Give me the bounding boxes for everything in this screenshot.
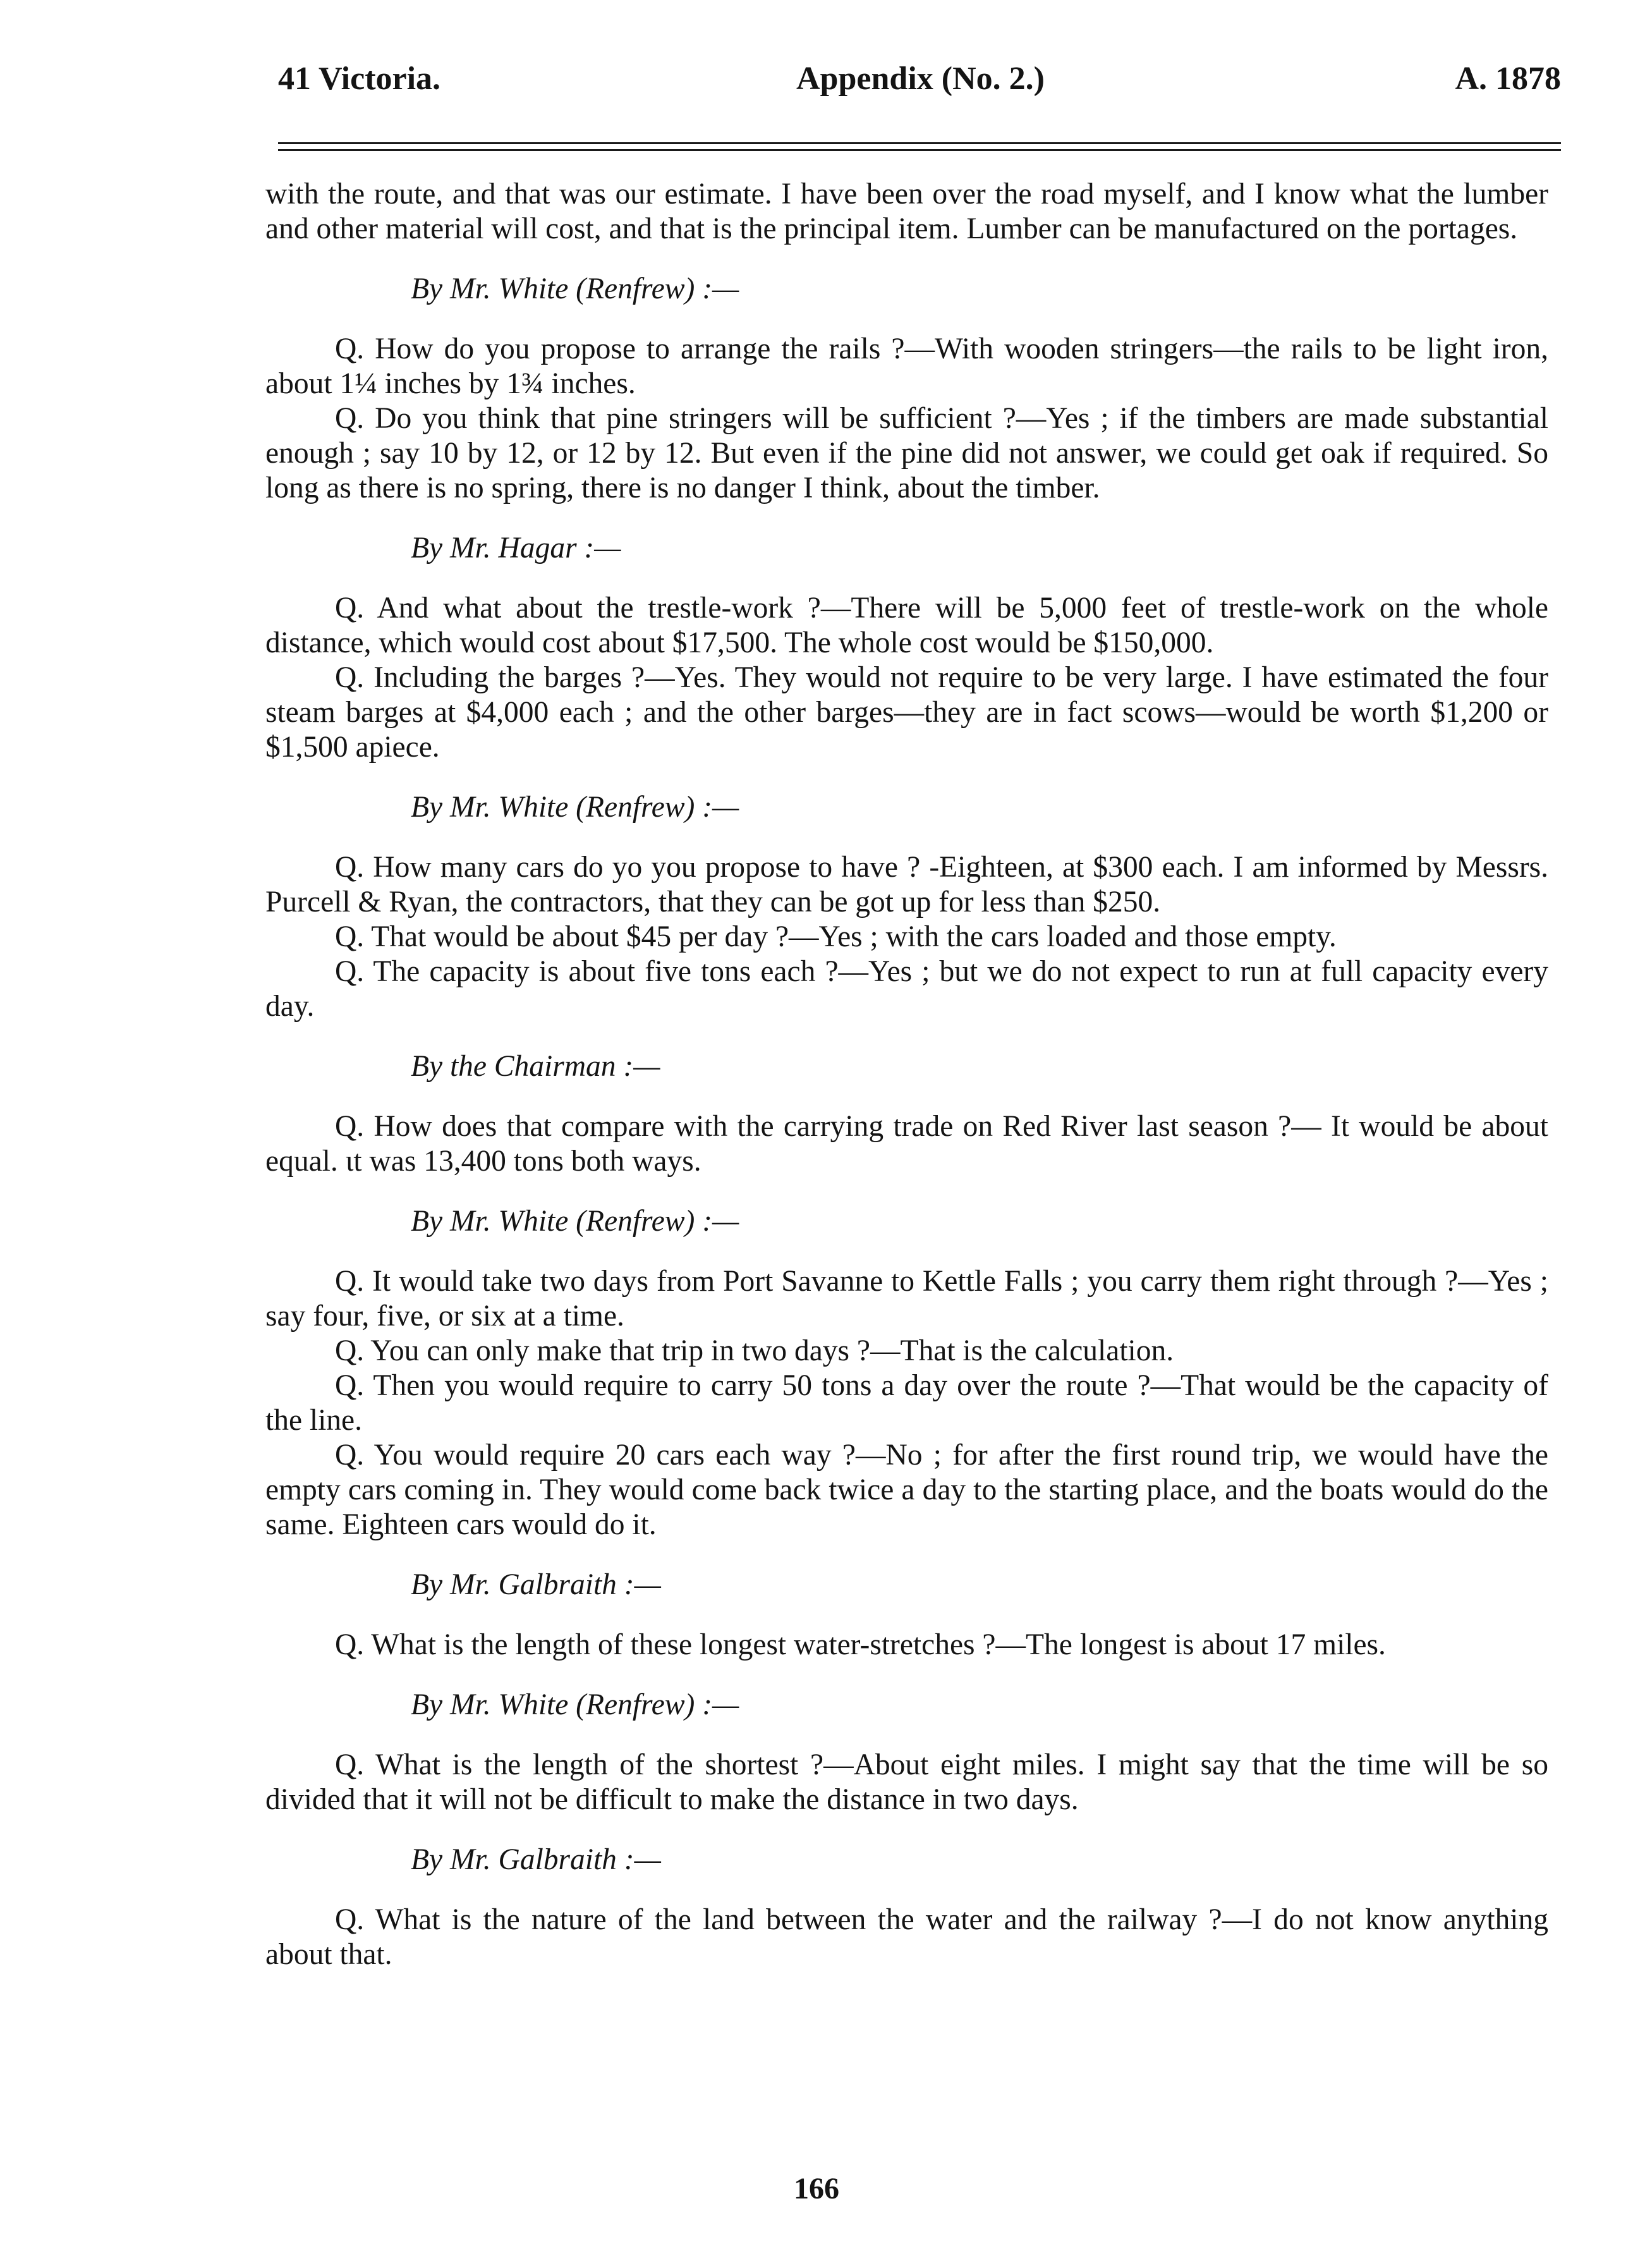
header-year: A. 1878	[1455, 61, 1561, 97]
question-answer: Q. What is the nature of the land between the water and the railway ?—I do not know anything about that.	[265, 1903, 1548, 1971]
question-answer: Q. And what about the trestle-work ?—There will be 5,000 feet of trestle-work on the whole distance, which would cost about $17,500. The whole cost would be $150,000.	[265, 592, 1548, 659]
question-answer: Q. Then you would require to carry 50 tons a day over the route ?—That would be the capacity of the line.	[265, 1369, 1548, 1437]
header-appendix: Appendix (No. 2.)	[796, 61, 1045, 97]
question-answer: Q. You can only make that trip in two days ?—That is the calculation.	[335, 1334, 1174, 1367]
testimony-body	[265, 177, 1548, 1972]
speaker-heading: By Mr. Galbraith :—	[411, 1568, 661, 1601]
speaker-heading: By Mr. White (Renfrew) :—	[411, 1688, 739, 1721]
header-rule-bottom	[278, 149, 1561, 151]
header-rule-top	[278, 142, 1561, 144]
question-answer: Q. What is the length of the shortest ?—About eight miles. I might say that the time will be so divided that it will not be difficult to make the distance in two days.	[265, 1748, 1548, 1816]
speaker-heading: By Mr. Galbraith :—	[411, 1843, 661, 1876]
speaker-heading: By Mr. White (Renfrew) :—	[411, 791, 739, 824]
question-answer: Q. Do you think that pine stringers will be sufficient ?—Yes ; if the timbers are made substantial enough ; say 10 by 12, or 12 by 12. But even if the pine did not answer, we could get oak if required. So long as there is no spring, there is no danger I think, about the timber.	[265, 402, 1548, 504]
question-answer: Q. Including the barges ?—Yes. They would not require to be very large. I have estimated the four steam barges at $4,000 each ; and the other barges—they are in fact scows—would be worth $1,200 or $1,500 apiece.	[265, 661, 1548, 764]
running-header	[278, 60, 1561, 111]
speaker-heading: By the Chairman :—	[411, 1050, 660, 1083]
question-answer: Q. How many cars do yo you propose to have ? -Eighteen, at $300 each. I am informed by Messrs. Purcell & Ryan, the contractors, that they can be got up for less than $250.	[265, 851, 1548, 918]
speaker-heading: By Mr. White (Renfrew) :—	[411, 272, 739, 305]
question-answer: Q. You would require 20 cars each way ?—No ; for after the first round trip, we would have the empty cars coming in. They would come back twice a day to the starting place, and the boats would do the same. Eighteen cars would do it.	[265, 1439, 1548, 1541]
question-answer: Q. How does that compare with the carrying trade on Red River last season ?— It would be about equal. ιt was 13,400 tons both ways.	[265, 1110, 1548, 1178]
question-answer: Q. What is the length of these longest water-stretches ?—The longest is about 17 miles.	[335, 1628, 1386, 1661]
question-answer: Q. How do you propose to arrange the rails ?—With wooden stringers—the rails to be light iron, about 1¼ inches by 1¾ inches.	[265, 332, 1548, 400]
speaker-heading: By Mr. Hagar :—	[411, 532, 621, 564]
header-session: 41 Victoria.	[278, 61, 441, 97]
page-number: 166	[794, 2172, 839, 2205]
paragraph: with the route, and that was our estimate. I have been over the road myself, and I know what the lumber and other material will cost, and that is the principal item. Lumber can be manufactured on the portages.	[265, 178, 1548, 245]
speaker-heading: By Mr. White (Renfrew) :—	[411, 1205, 739, 1238]
question-answer: Q. It would take two days from Port Savanne to Kettle Falls ; you carry them right through ?—Yes ; say four, five, or six at a time.	[265, 1265, 1548, 1332]
question-answer: Q. The capacity is about five tons each ?—Yes ; but we do not expect to run at full capacity every day.	[265, 955, 1548, 1023]
question-answer: Q. That would be about $45 per day ?—Yes ; with the cars loaded and those empty.	[335, 920, 1337, 953]
